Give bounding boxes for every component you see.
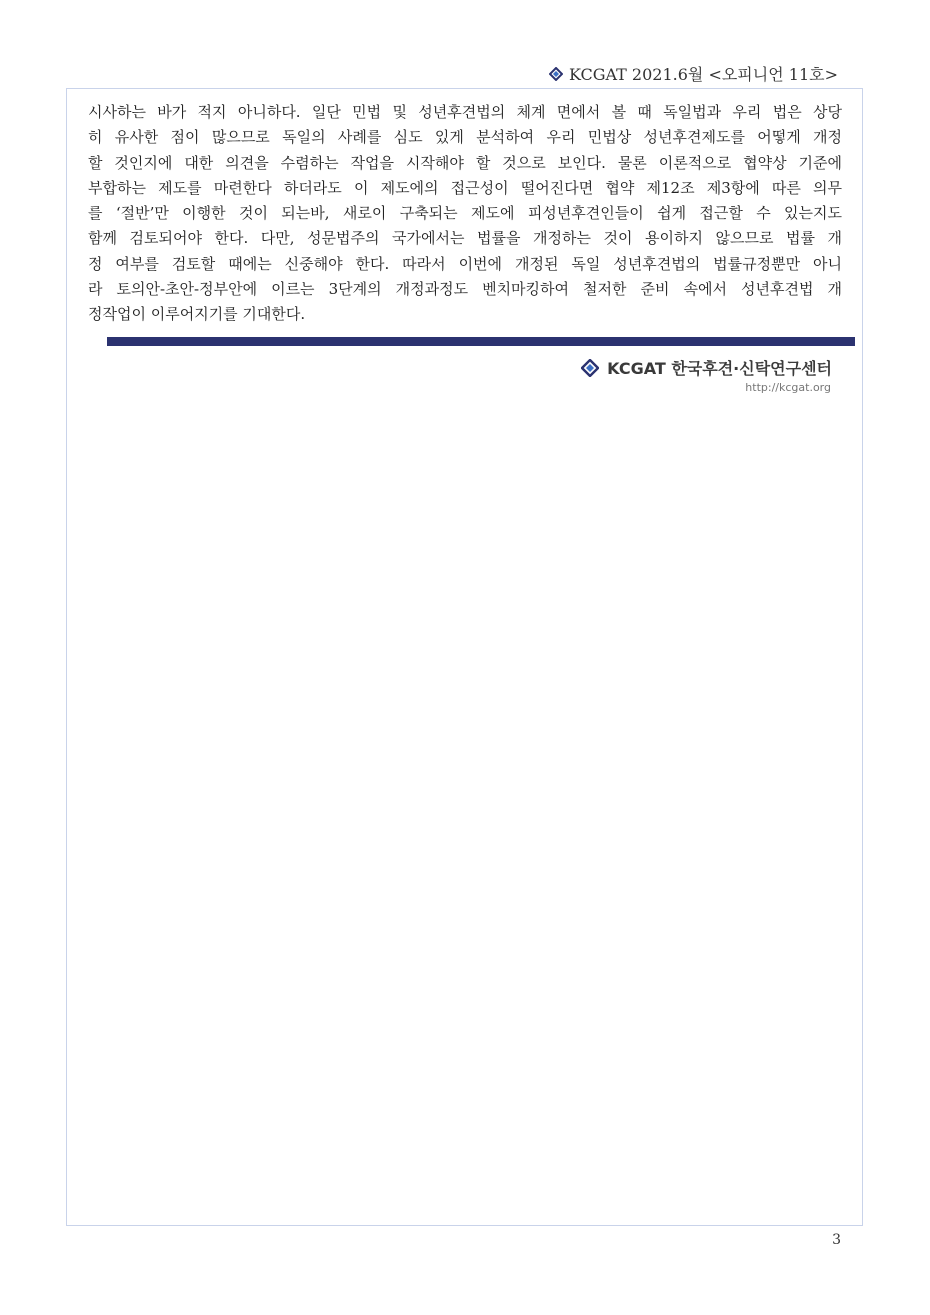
paragraph-line: 정 여부를 검토할 때에는 신중해야 한다. 따라서 이번에 개정된 독일 성년후견법의 법률규정뿐만 아니 [88, 254, 842, 273]
footer-brand [581, 356, 832, 379]
paragraph-line: 할 것인지에 대한 의견을 수렴하는 작업을 시작해야 할 것으로 보인다. 물론 이론적으로 협약상 기준에 [88, 153, 842, 172]
section-divider [107, 337, 855, 346]
footer-url[interactable]: http://kcgat.org [745, 381, 831, 394]
paragraph-line: 시사하는 바가 적지 아니하다. 일단 민법 및 성년후견법의 체계 면에서 볼 때 독일법과 우리 법은 상당 [88, 103, 842, 121]
body-paragraph [88, 100, 842, 328]
paragraph-line: 를 ‘절반’만 이행한 것이 되는바, 새로이 구축되는 제도에 피성년후견인들이 쉽게 접근할 수 있는지도 [88, 204, 842, 223]
page-number: 3 [832, 1232, 841, 1248]
paragraph-line: 히 유사한 점이 많으므로 독일의 사례를 심도 있게 분석하여 우리 민법상 성년후견제도를 어떻게 개정 [88, 128, 842, 147]
running-header [549, 62, 838, 85]
paragraph-line: 정작업이 이루어지기를 기대한다. [88, 305, 306, 324]
brand-name: KCGAT 한국후견·신탁연구센터 [607, 359, 832, 378]
running-title: KCGAT 2021.6월 <오피니언 11호> [568, 65, 838, 84]
kcgat-diamond-icon [549, 67, 563, 81]
kcgat-diamond-icon [581, 359, 599, 377]
paragraph-line: 라 토의안-초안-정부안에 이르는 3단계의 개정과정도 벤치마킹하여 철저한 준비 속에서 성년후견법 개 [88, 280, 842, 299]
paragraph-line: 함께 검토되어야 한다. 다만, 성문법주의 국가에서는 법률을 개정하는 것이 용이하지 않으므로 법률 개 [88, 229, 842, 248]
paragraph-line: 부합하는 제도를 마련한다 하더라도 이 제도에의 접근성이 떨어진다면 협약 제12조 제3항에 따른 의무 [88, 178, 842, 197]
